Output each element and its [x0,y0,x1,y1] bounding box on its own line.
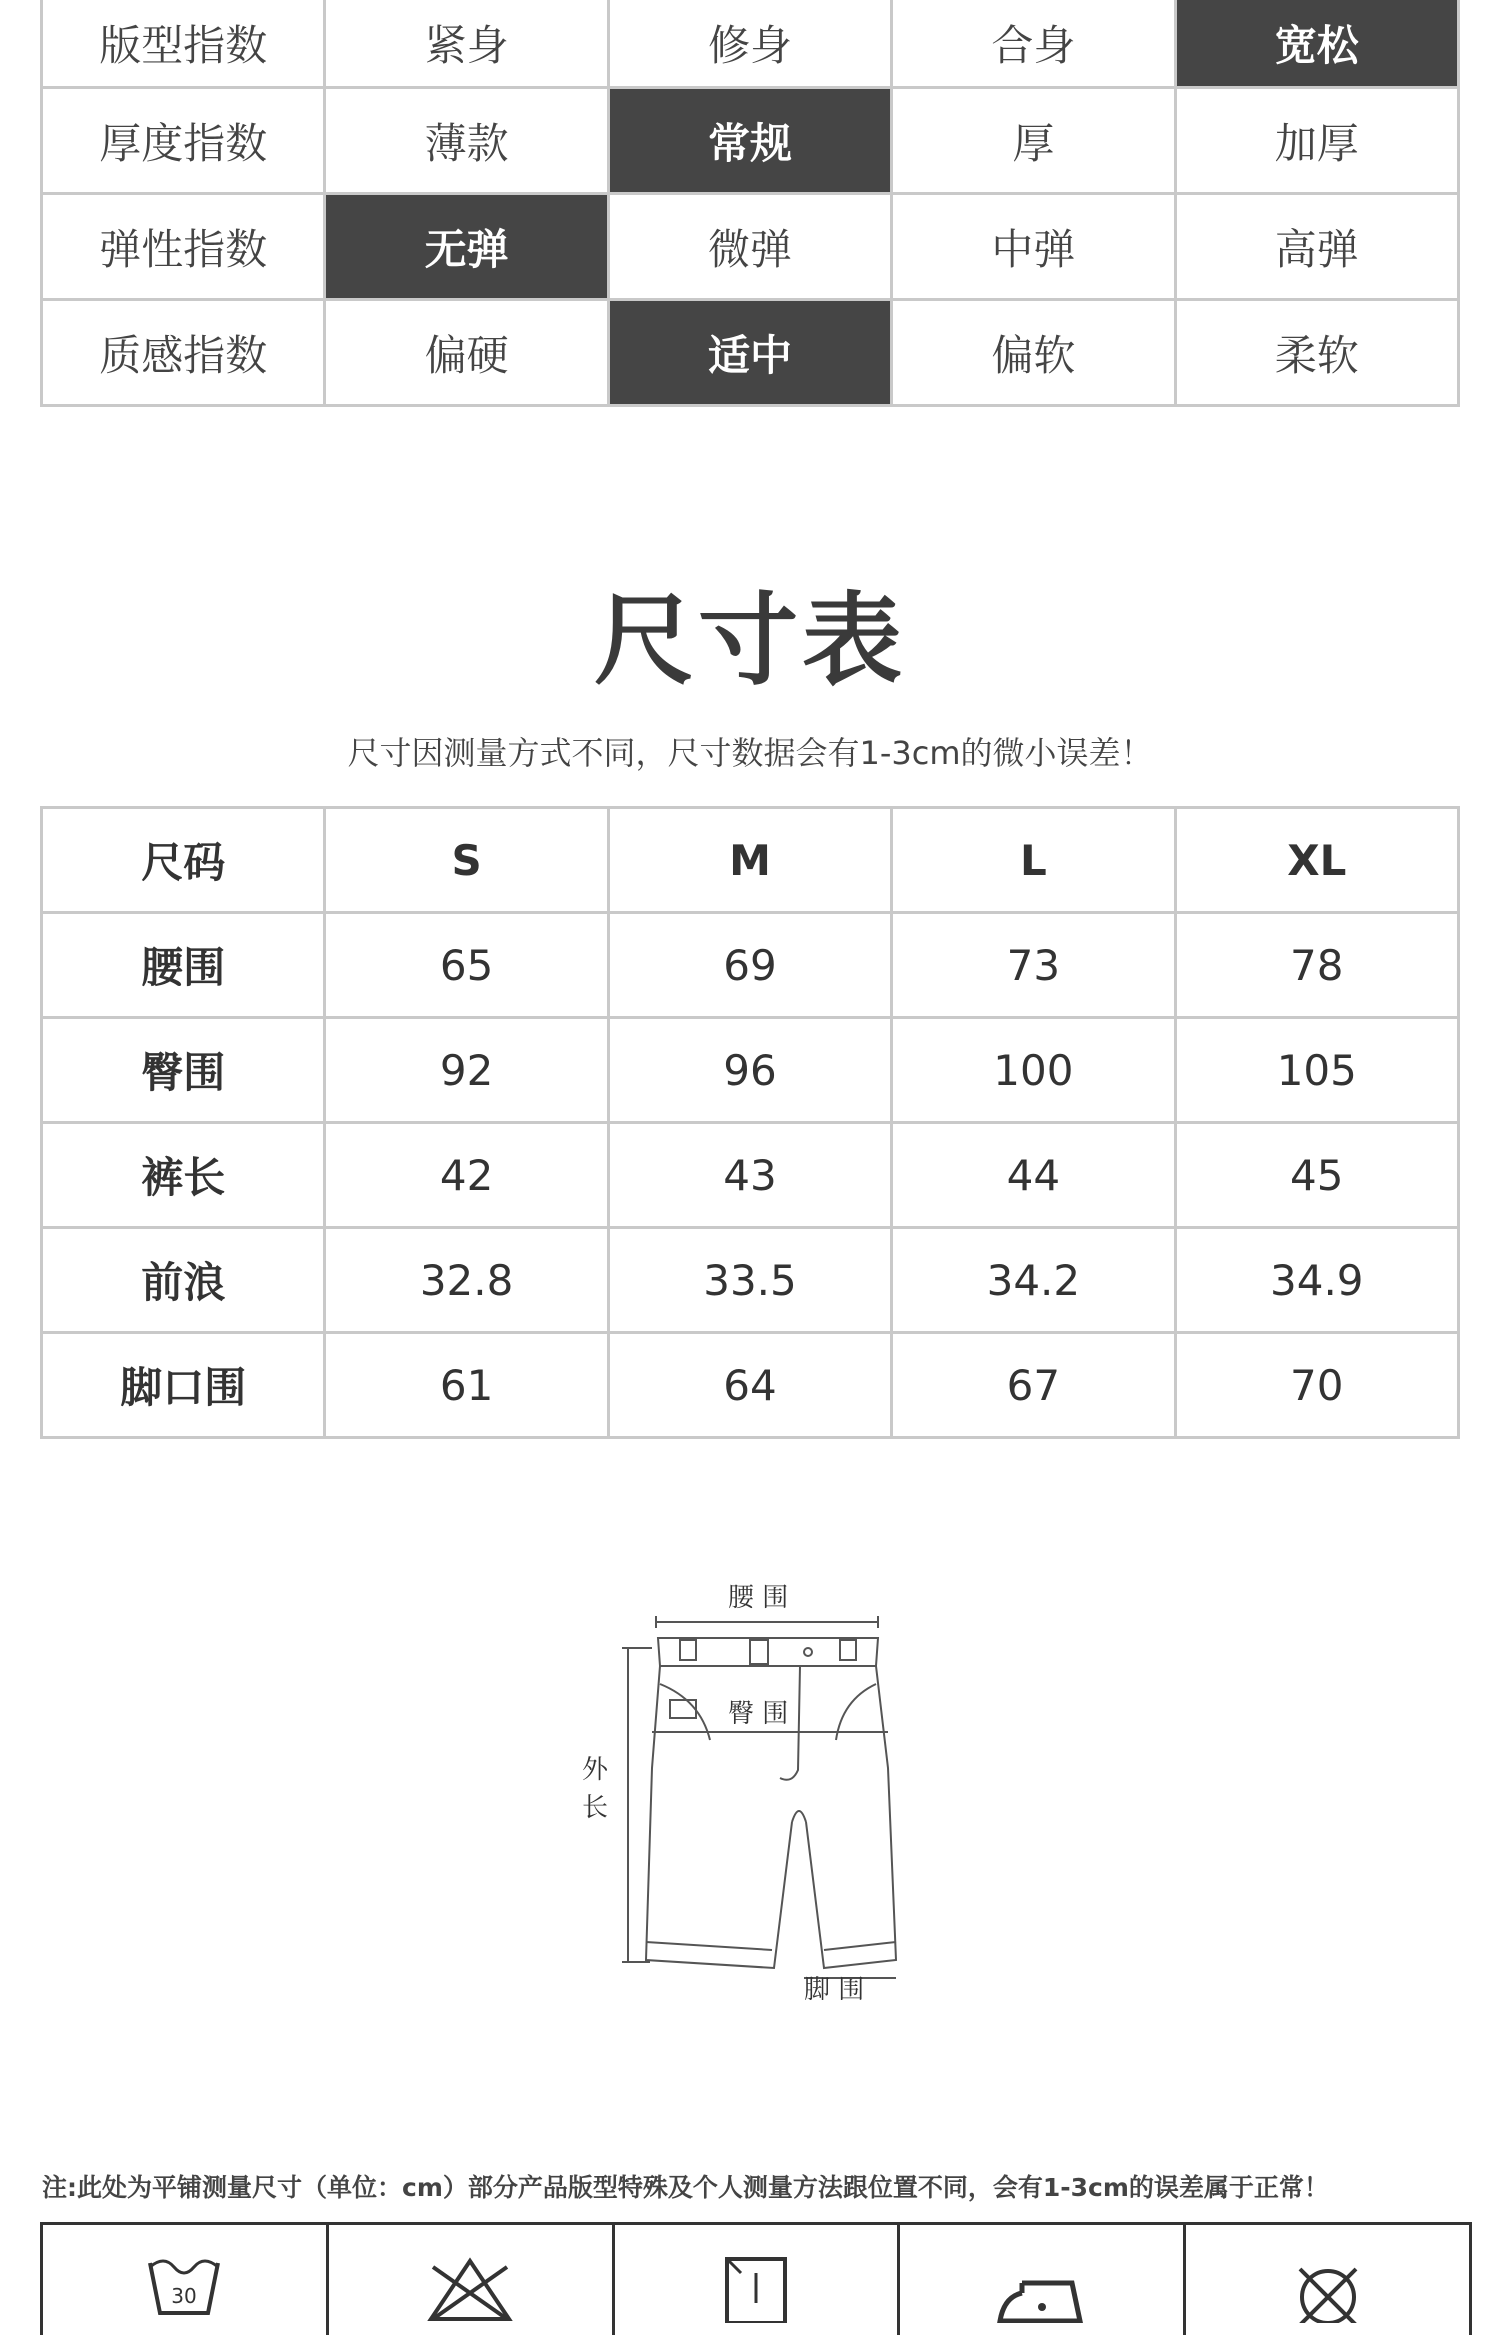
wash-30-icon [144,2253,224,2323]
size-header-cell: 尺码 [42,808,325,913]
size-chart-table [40,806,1460,1439]
size-value-cell: 70 [1175,1333,1458,1438]
index-option: 合身 [892,0,1175,88]
index-row-label: 质感指数 [42,300,325,406]
size-value-cell: 33.5 [608,1228,891,1333]
size-row [42,1018,1459,1123]
measurement-note: 注:此处为平铺测量尺寸（单位：cm）部分产品版型特殊及个人测量方法跟位置不同，会有1-3cm的误差属于正常！ [42,2168,1472,2204]
index-option: 修身 [608,0,891,88]
index-option: 厚 [892,88,1175,194]
size-row [42,1228,1459,1333]
size-header-cell: L [892,808,1175,913]
size-row [42,1333,1459,1438]
size-value-cell: 92 [325,1018,608,1123]
size-header-cell: S [325,808,608,913]
index-option-selected: 宽松 [1175,0,1458,88]
size-header-cell: M [608,808,891,913]
size-value-cell: 45 [1175,1123,1458,1228]
index-row [42,300,1459,406]
index-option: 柔软 [1175,300,1458,406]
size-value-cell: 105 [1175,1018,1458,1123]
index-option: 加厚 [1175,88,1458,194]
size-value-cell: 34.9 [1175,1228,1458,1333]
no-bleach-icon [425,2253,515,2323]
line-dry-icon [721,2253,791,2323]
index-option: 紧身 [325,0,608,88]
shorts-measurement-diagram [560,1560,920,2000]
waist-label: 腰 围 [728,1583,788,1613]
index-option-selected: 常规 [608,88,891,194]
size-value-cell: 67 [892,1333,1175,1438]
care-cell [613,2224,899,2335]
index-row-label: 版型指数 [42,0,325,88]
index-row [42,88,1459,194]
hip-label: 臀 围 [728,1699,788,1729]
size-row [42,1123,1459,1228]
size-row [42,913,1459,1018]
size-value-cell: 64 [608,1333,891,1438]
size-value-cell: 43 [608,1123,891,1228]
size-chart-subtitle: 尺寸因测量方式不同，尺寸数据会有1-3cm的微小误差！ [0,728,1500,774]
index-option-selected: 无弹 [325,194,608,300]
care-cell [899,2224,1185,2335]
size-row-label: 前浪 [42,1228,325,1333]
index-option: 中弹 [892,194,1175,300]
iron-icon [992,2253,1092,2323]
size-value-cell: 61 [325,1333,608,1438]
size-value-cell: 34.2 [892,1228,1175,1333]
size-value-cell: 69 [608,913,891,1018]
size-header-cell: XL [1175,808,1458,913]
care-cell [327,2224,613,2335]
outer-length-label-2: 长 [582,1793,608,1823]
size-value-cell: 96 [608,1018,891,1123]
care-cell [42,2224,328,2335]
svg-text:30: 30 [172,2284,197,2308]
size-value-cell: 100 [892,1018,1175,1123]
size-value-cell: 44 [892,1123,1175,1228]
size-value-cell: 65 [325,913,608,1018]
hem-label: 脚 围 [804,1975,864,2000]
size-header-row [42,808,1459,913]
no-tumble-dry-icon [1288,2253,1368,2323]
index-row [42,0,1459,88]
size-value-cell: 73 [892,913,1175,1018]
index-row-label: 弹性指数 [42,194,325,300]
index-option: 偏硬 [325,300,608,406]
size-row-label: 腰围 [42,913,325,1018]
size-value-cell: 32.8 [325,1228,608,1333]
index-option-selected: 适中 [608,300,891,406]
size-value-cell: 42 [325,1123,608,1228]
care-icons-table [40,2222,1472,2335]
index-row [42,194,1459,300]
index-option: 薄款 [325,88,608,194]
size-row-label: 脚口围 [42,1333,325,1438]
size-row-label: 臀围 [42,1018,325,1123]
size-row-label: 裤长 [42,1123,325,1228]
outer-length-label-1: 外 [582,1755,609,1785]
size-chart-title: 尺寸表 [0,560,1500,704]
index-option: 偏软 [892,300,1175,406]
attribute-index-table [40,0,1460,407]
shorts-outline-icon [560,1560,920,2000]
index-row-label: 厚度指数 [42,88,325,194]
care-cell [1185,2224,1471,2335]
index-option: 高弹 [1175,194,1458,300]
index-option: 微弹 [608,194,891,300]
size-value-cell: 78 [1175,913,1458,1018]
